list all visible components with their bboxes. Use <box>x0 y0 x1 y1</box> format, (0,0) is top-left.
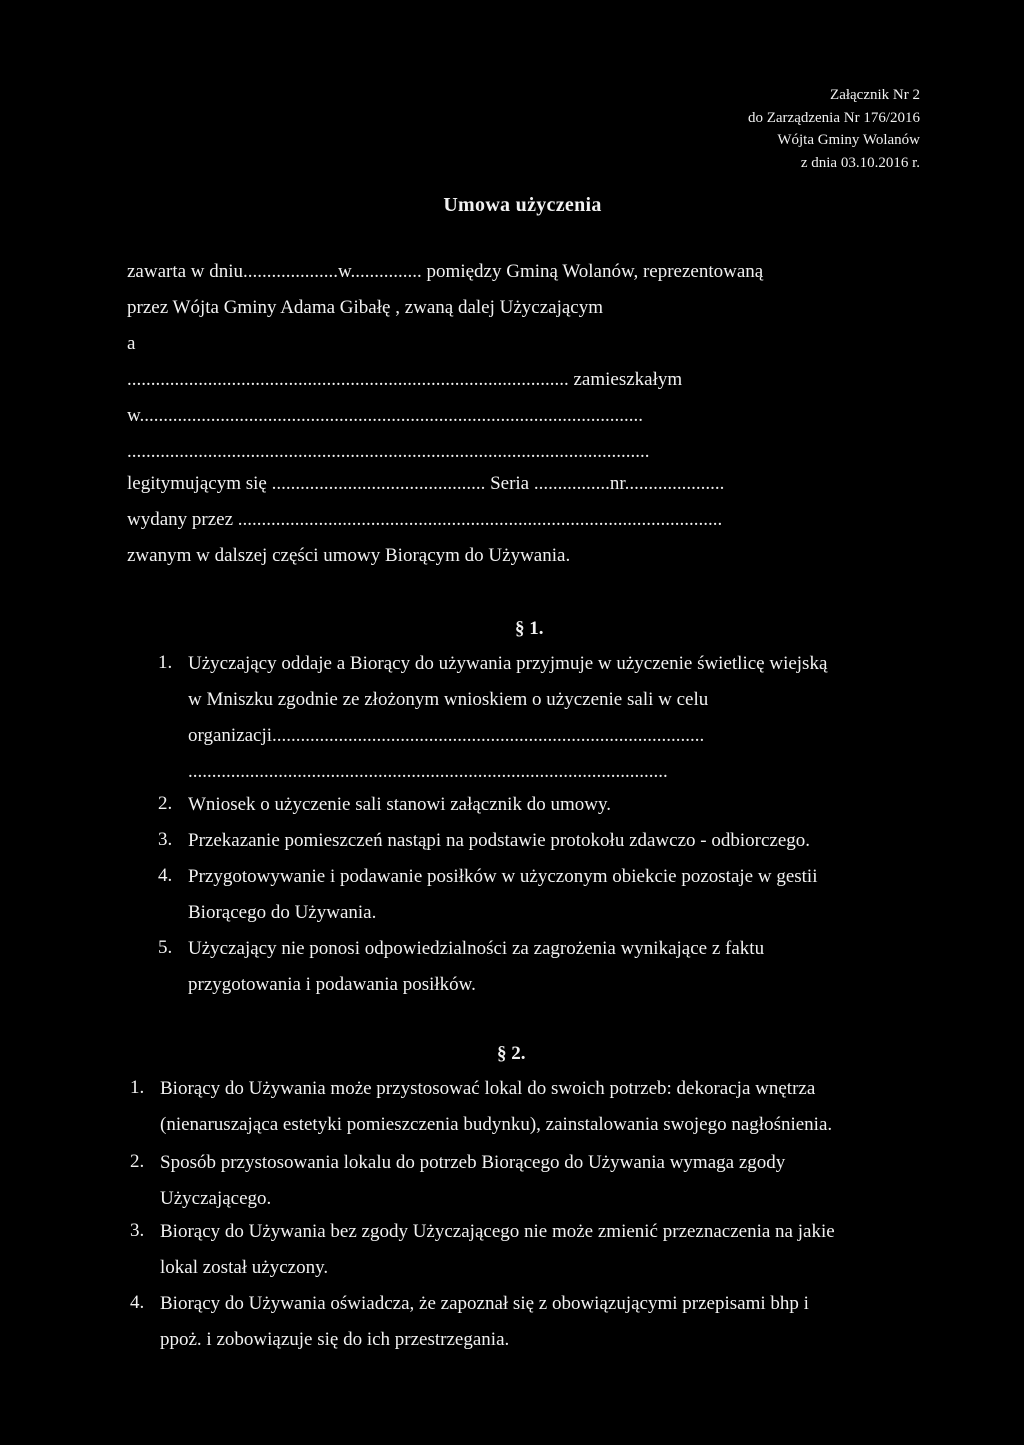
item-line: Przygotowywanie i podawanie posiłków w użyczonym obiekcie pozostaje w gestii <box>188 866 818 887</box>
item-line: Sposób przystosowania lokalu do potrzeb Biorącego do Używania wymaga zgody <box>160 1152 786 1173</box>
item-line: Biorący do Używania oświadcza, że zapoznał się z obowiązującymi przepisami bhp i <box>160 1293 809 1314</box>
item-number: 3. <box>130 1220 145 1241</box>
item-number: 4. <box>130 1292 145 1313</box>
intro-line: wydany przez ...................................................................................................... <box>127 509 723 530</box>
item-number: 2. <box>130 1151 145 1172</box>
item-line: ppoż. i zobowiązuje się do ich przestrzegania. <box>160 1329 510 1350</box>
item-number: 2. <box>158 793 173 814</box>
header-line: do Zarządzenia Nr 176/2016 <box>747 109 920 126</box>
attachment-header <box>748 84 920 174</box>
item-line: lokal został użyczony. <box>160 1257 329 1278</box>
header-line: Załącznik Nr 2 <box>830 87 920 103</box>
item-line: Użyczający nie ponosi odpowiedzialności za zagrożenia wynikające z faktu <box>188 938 765 959</box>
item-number: 5. <box>158 937 173 958</box>
item-line: Biorący do Używania bez zgody Użyczającego nie może zmienić przeznaczenia na jakie <box>160 1221 835 1242</box>
item-number: 3. <box>158 829 173 850</box>
item-number: 4. <box>158 865 173 886</box>
intro-line: a <box>127 333 136 354</box>
section-1-heading: § 1. <box>515 618 544 639</box>
item-number: 1. <box>130 1077 145 1098</box>
intro-line: .............................................................................................................. <box>127 441 650 462</box>
item-line: Przekazanie pomieszczeń nastąpi na podstawie protokołu zdawczo - odbiorczego. <box>188 830 810 851</box>
item-line: Użyczający oddaje a Biorący do używania przyjmuje w użyczenie świetlicę wiejską <box>188 653 828 674</box>
item-line: Biorącego do Używania. <box>188 902 377 923</box>
item-line: organizacji........................................................................................... <box>188 725 705 746</box>
item-line: (nienaruszająca estetyki pomieszczenia budynku), zainstalowania swojego nagłośnienia. <box>160 1114 833 1135</box>
intro-line: legitymującym się ............................................. Seria ................nr..................... <box>127 473 725 494</box>
document-title: Umowa użyczenia <box>443 194 602 216</box>
intro-line: zawarta w dniu....................w............... pomiędzy Gminą Wolanów, reprezentowaną <box>127 261 764 282</box>
item-line: Biorący do Używania może przystosować lokal do swoich potrzeb: dekoracja wnętrza <box>160 1078 816 1099</box>
intro-line: zwanym w dalszej części umowy Biorącym do Używania. <box>127 545 571 566</box>
intro-line: w.......................................................................................................... <box>127 405 643 426</box>
item-line: Użyczającego. <box>160 1188 272 1209</box>
header-line: Wójta Gminy Wolanów <box>777 132 920 148</box>
section-2-heading: § 2. <box>497 1043 526 1064</box>
intro-line: przez Wójta Gminy Adama Gibałę , zwaną dalej Użyczającym <box>127 297 604 318</box>
item-line: w Mniszku zgodnie ze złożonym wnioskiem o użyczenie sali w celu <box>188 689 709 710</box>
item-number: 1. <box>158 652 173 673</box>
intro-line: ............................................................................................. zamieszkałym <box>127 369 683 390</box>
item-line: ..................................................................................................... <box>188 761 668 782</box>
item-line: Wniosek o użyczenie sali stanowi załącznik do umowy. <box>188 794 611 815</box>
item-line: przygotowania i podawania posiłków. <box>188 974 476 995</box>
header-line: z dnia 03.10.2016 r. <box>800 154 920 171</box>
